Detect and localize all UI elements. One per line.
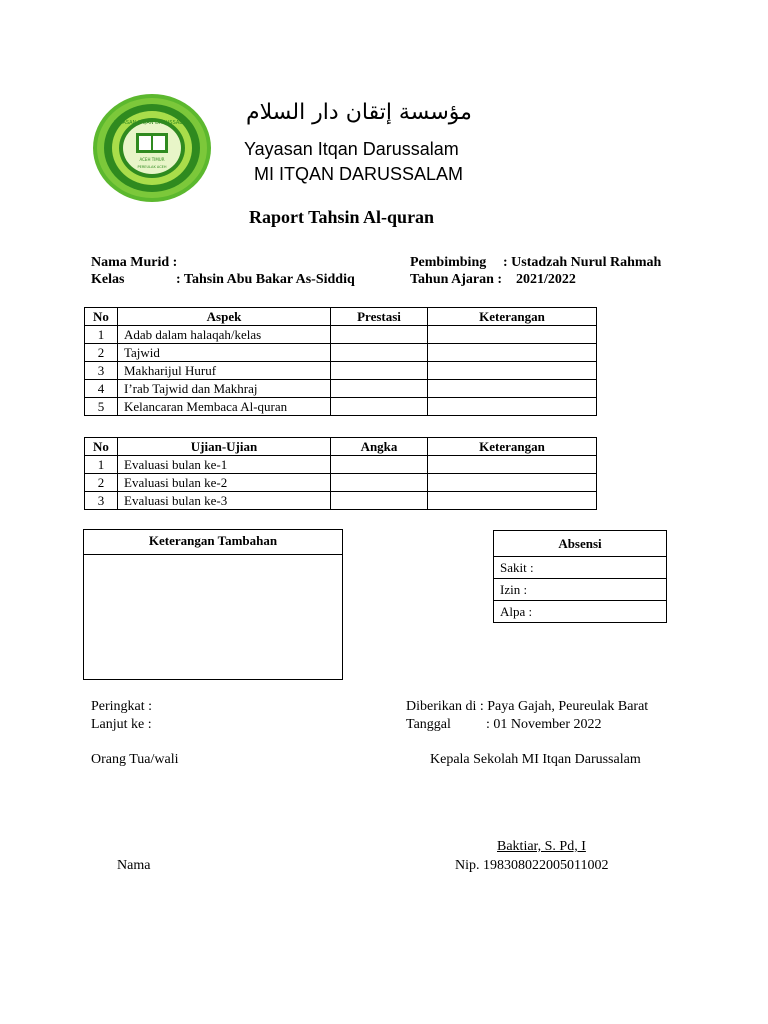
parent-label: Orang Tua/wali bbox=[91, 752, 179, 767]
next-class-label: Lanjut ke : bbox=[91, 717, 152, 732]
sick-row: Sakit : bbox=[494, 557, 667, 579]
additional-notes-box bbox=[83, 529, 343, 680]
mentor-label: Pembimbing bbox=[410, 255, 487, 270]
col-no: No bbox=[85, 438, 118, 456]
table-row: 2 Evaluasi bulan ke-2 bbox=[85, 474, 597, 492]
table-row: 4 I’rab Tajwid dan Makhraj bbox=[85, 380, 597, 398]
date-label: Tanggal bbox=[406, 717, 451, 732]
attendance-title: Absensi bbox=[494, 531, 667, 557]
class-value: : Tahsin Abu Bakar As-Siddiq bbox=[176, 272, 355, 287]
table-row: 2 Tajwid bbox=[85, 344, 597, 362]
student-name-label: Nama Murid : bbox=[91, 255, 178, 270]
logo-ring-text: YAYASAN ITQAN DARUSSALAM bbox=[114, 120, 190, 126]
year-label: Tahun Ajaran : bbox=[410, 272, 503, 287]
parent-name-label: Nama bbox=[117, 858, 151, 873]
absent-row: Alpa : bbox=[494, 601, 667, 623]
table-row: 1 Evaluasi bulan ke-1 bbox=[85, 456, 597, 474]
date-value: : 01 November 2022 bbox=[486, 717, 602, 732]
rank-label: Peringkat : bbox=[91, 699, 153, 714]
table-row: 5 Kelancaran Membaca Al-quran bbox=[85, 398, 597, 416]
given-at: Diberikan di : Paya Gajah, Peureulak Barat bbox=[406, 699, 649, 714]
principal-title: Kepala Sekolah MI Itqan Darussalam bbox=[430, 752, 641, 767]
col-notes: Keterangan bbox=[428, 308, 597, 326]
col-no: No bbox=[85, 308, 118, 326]
col-aspect: Aspek bbox=[118, 308, 331, 326]
permit-row: Izin : bbox=[494, 579, 667, 601]
school-name: MI ITQAN DARUSSALAM bbox=[254, 164, 464, 184]
foundation-name: Yayasan Itqan Darussalam bbox=[244, 139, 459, 159]
report-title: Raport Tahsin Al-quran bbox=[249, 207, 435, 227]
table-row: 3 Evaluasi bulan ke-3 bbox=[85, 492, 597, 510]
additional-notes-title: Keterangan Tambahan bbox=[84, 530, 342, 555]
logo-sub-text-2: PEREULAK ACEH bbox=[137, 165, 167, 169]
principal-name: Baktiar, S. Pd, I bbox=[497, 839, 586, 854]
table-row: 3 Makharijul Huruf bbox=[85, 362, 597, 380]
col-notes: Keterangan bbox=[428, 438, 597, 456]
arabic-foundation-name: مؤسسة إتقان دار السلام bbox=[246, 100, 472, 125]
class-label: Kelas bbox=[91, 272, 125, 287]
attendance-table bbox=[493, 530, 667, 623]
school-logo bbox=[92, 93, 212, 203]
principal-nip: Nip. 198308022005011002 bbox=[455, 858, 609, 873]
col-score: Angka bbox=[331, 438, 428, 456]
col-achievement: Prestasi bbox=[331, 308, 428, 326]
aspects-table bbox=[84, 307, 597, 416]
mentor-value: : Ustadzah Nurul Rahmah bbox=[503, 255, 662, 270]
col-exam: Ujian-Ujian bbox=[118, 438, 331, 456]
year-value: 2021/2022 bbox=[516, 272, 576, 287]
table-row: 1 Adab dalam halaqah/kelas bbox=[85, 326, 597, 344]
logo-sub-text: ACEH TIMUR bbox=[139, 157, 165, 162]
exams-table bbox=[84, 437, 597, 510]
